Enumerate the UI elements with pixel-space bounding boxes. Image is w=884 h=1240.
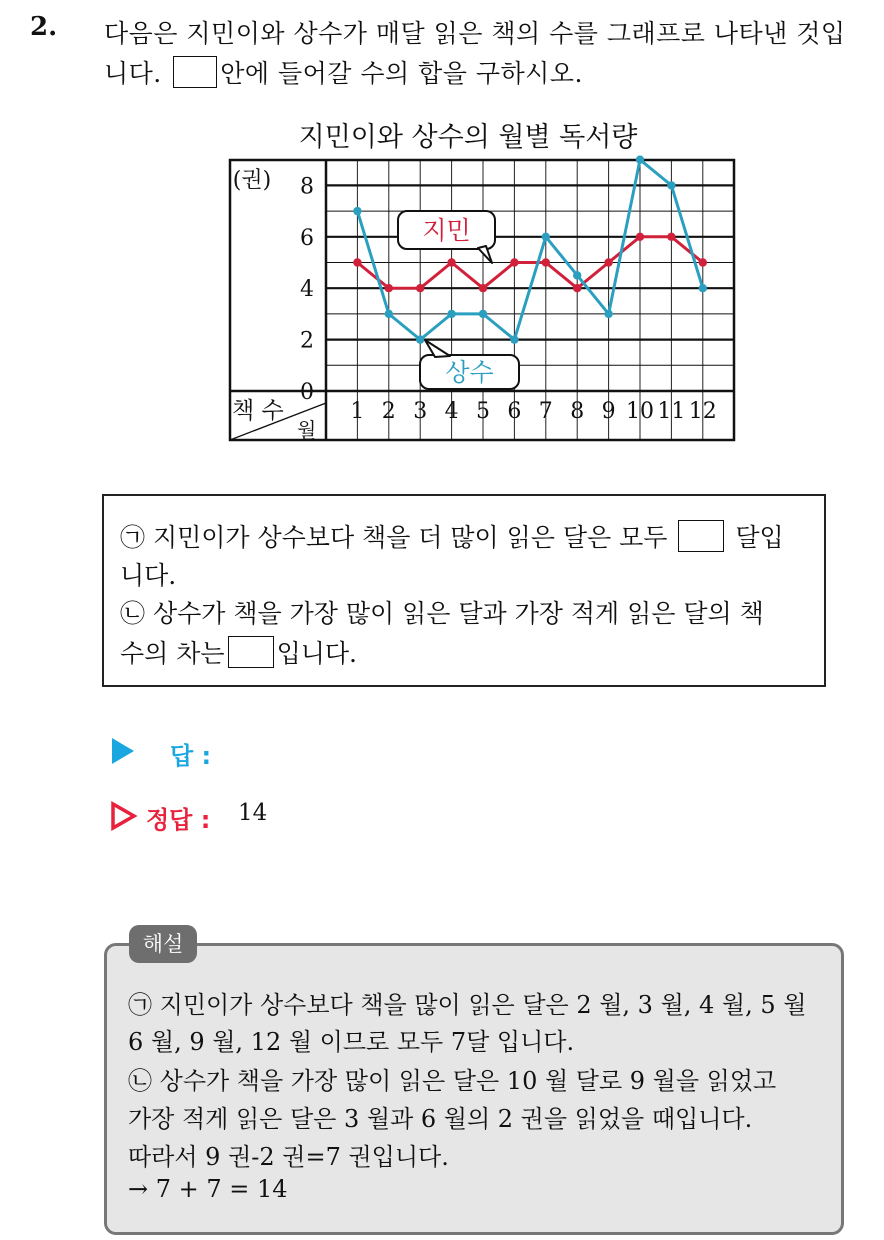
y-tick-label: 6	[300, 225, 314, 251]
solution-line-4: 가장 적게 읽은 달은 3 월과 6 월의 2 권을 읽었을 때입니다.	[128, 1105, 753, 1133]
y-tick-label: 2	[300, 328, 314, 354]
data-point	[636, 156, 644, 164]
data-point	[573, 271, 581, 279]
condition-2-suffix: 입니다.	[276, 639, 357, 668]
y-axis-unit-label: (권)	[232, 168, 272, 193]
x-tick-label: 11	[657, 399, 686, 424]
data-point	[667, 181, 675, 189]
corner-bottom-label: 월	[297, 418, 317, 442]
solution-line-2: 6 월, 9 월, 12 월 이므로 모두 7달 입니다.	[128, 1028, 575, 1056]
x-tick-label: 3	[413, 399, 428, 424]
solution-tag: 해설	[129, 925, 197, 963]
condition-1-suffix: 달입	[735, 523, 784, 552]
x-tick-label: 9	[601, 399, 616, 424]
condition-1-text: ㉠ 지민이가 상수보다 책을 더 많이 읽은 달은 모두	[120, 523, 668, 552]
data-point	[416, 284, 424, 292]
data-point	[353, 207, 361, 215]
answer-blank-box	[173, 56, 217, 88]
x-tick-label: 10	[626, 399, 654, 424]
data-point	[353, 258, 361, 266]
answer-triangle-icon	[112, 738, 134, 764]
data-point	[667, 233, 675, 241]
solution-line-6: → 7 + 7 = 14	[128, 1175, 288, 1203]
solution-line-5: 따라서 9 권-2 권=7 권입니다.	[128, 1143, 449, 1171]
condition-2-text: 수의 차는	[120, 639, 225, 668]
data-point	[416, 335, 424, 343]
data-point	[542, 258, 550, 266]
data-point	[604, 310, 612, 318]
data-point	[510, 335, 518, 343]
condition-1-cont: 니다.	[120, 561, 177, 590]
data-point	[447, 310, 455, 318]
chart-labels	[232, 168, 717, 442]
data-point	[447, 258, 455, 266]
y-tick-label: 0	[300, 380, 314, 405]
condition-2: ㉡ 상수가 책을 가장 많이 읽은 달과 가장 적게 읽은 달의 책	[120, 599, 764, 628]
data-point	[604, 258, 612, 266]
answer-label: 답 :	[170, 742, 212, 770]
condition-1	[120, 518, 784, 554]
condition-2-cont	[120, 634, 357, 670]
data-point	[479, 310, 487, 318]
x-tick-label: 2	[381, 399, 396, 424]
condition-2-blank	[228, 636, 274, 668]
correct-triangle-icon	[110, 801, 138, 831]
correct-answer-label: 정답 :	[146, 806, 211, 834]
callout-sangsu-label: 상수	[445, 358, 494, 387]
callout-jimin-label: 지민	[422, 216, 471, 245]
y-tick-label: 4	[300, 277, 314, 303]
callout-jimin	[398, 211, 495, 263]
question-line-2-b: 안에 들어갈 수의 합을 구하시오.	[220, 59, 583, 88]
solution-line-3: ㉡ 상수가 책을 가장 많이 읽은 달은 10 월 달로 9 월을 읽었고	[128, 1067, 777, 1095]
corner-top-label: 책 수	[232, 398, 284, 424]
x-tick-label: 7	[538, 399, 553, 424]
data-point	[510, 258, 518, 266]
data-point	[479, 284, 487, 292]
correct-answer-value: 14	[238, 800, 268, 826]
chart-grid	[326, 160, 734, 440]
data-point	[385, 310, 393, 318]
question-line-2-a: 니다.	[104, 59, 162, 88]
condition-1-blank	[678, 520, 724, 552]
x-tick-label: 5	[476, 399, 490, 424]
callout-sangsu	[420, 340, 519, 389]
x-tick-label: 4	[444, 399, 459, 424]
x-tick-label: 6	[507, 399, 522, 424]
data-point	[385, 284, 393, 292]
reading-line-chart	[200, 112, 760, 452]
x-tick-label: 1	[350, 399, 365, 424]
data-point	[542, 233, 550, 241]
data-point	[699, 284, 707, 292]
data-point	[573, 284, 581, 292]
x-tick-label: 12	[688, 399, 717, 424]
x-tick-label: 8	[570, 399, 585, 424]
y-tick-label: 8	[300, 174, 314, 200]
data-point	[636, 233, 644, 241]
solution-line-1: ㉠ 지민이가 상수보다 책을 많이 읽은 달은 2 월, 3 월, 4 월, 5 월	[128, 991, 807, 1019]
question-number: 2.	[30, 12, 58, 42]
conditions-box	[102, 494, 826, 687]
chart-title: 지민이와 상수의 월별 독서량	[298, 122, 638, 153]
question-line-1: 다음은 지민이와 상수가 매달 읽은 책의 수를 그래프로 나타낸 것입	[104, 19, 846, 48]
data-point	[699, 258, 707, 266]
question-line-2	[104, 54, 583, 90]
